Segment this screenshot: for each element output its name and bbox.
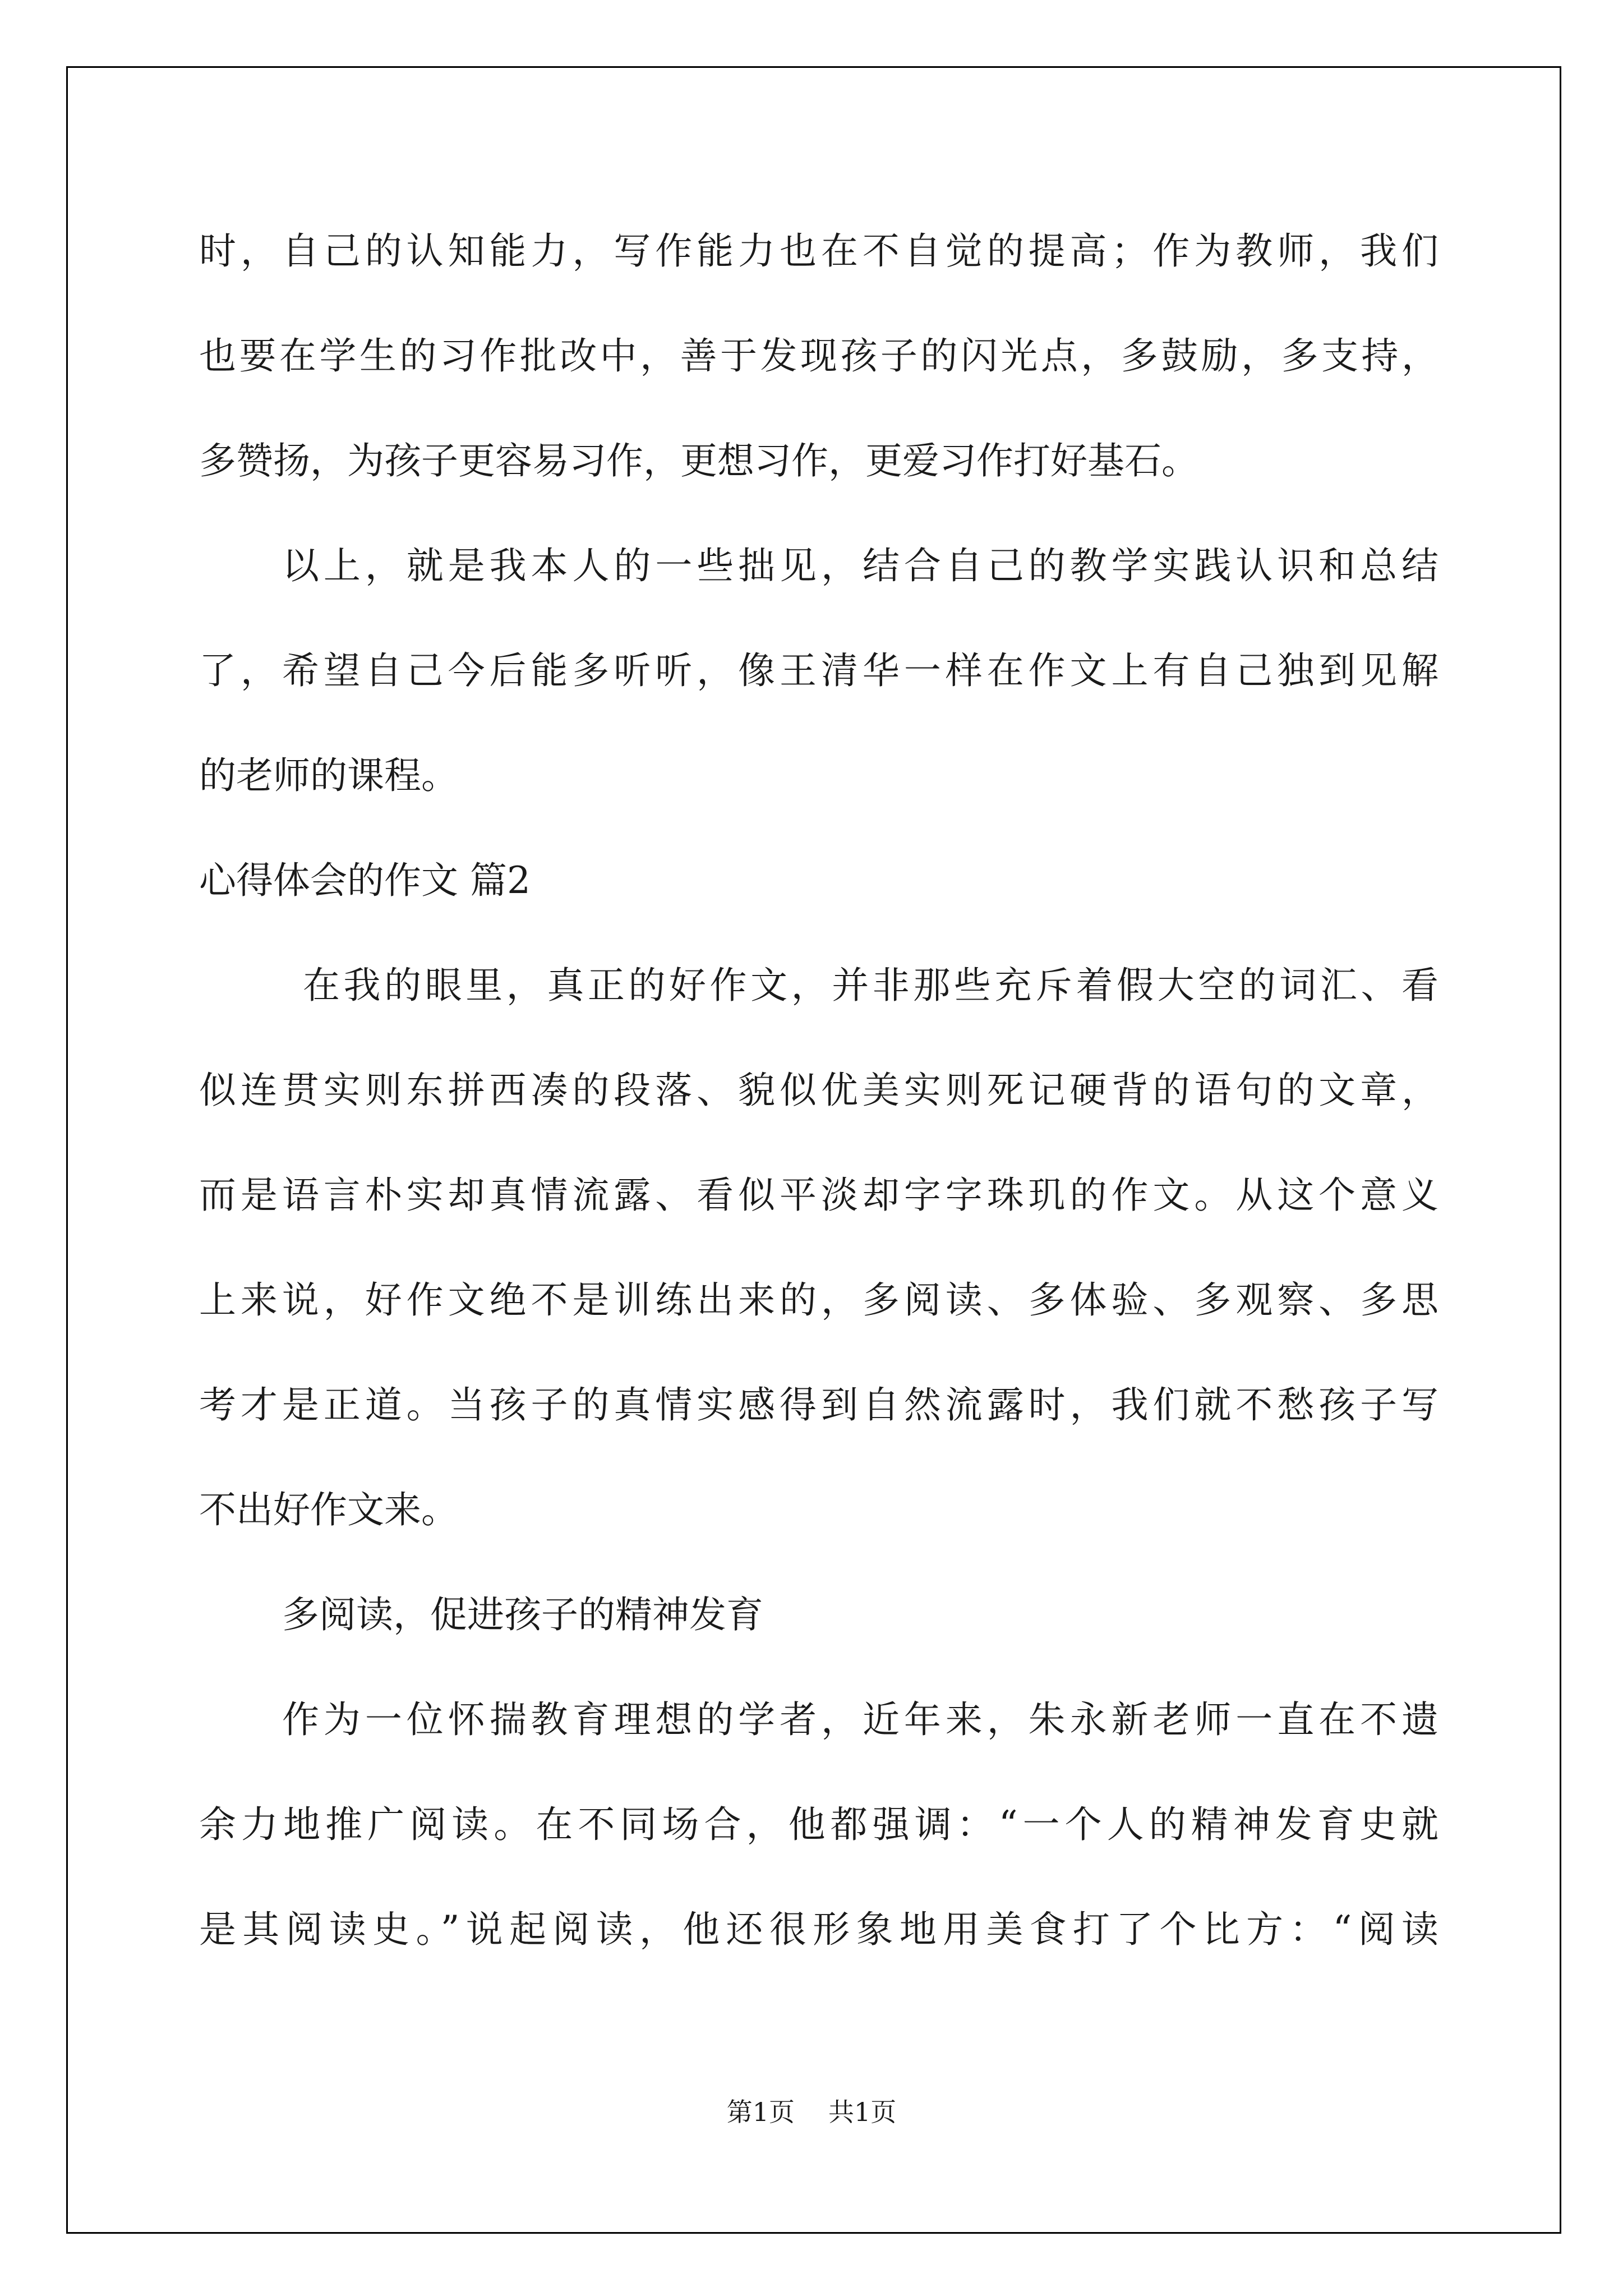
text-line: 在我的眼里，真正的好作文，并非那些充斥着假大空的词汇、看: [303, 964, 1438, 1007]
page-number: 第1页: [726, 2097, 795, 2127]
page-total: 共1页: [828, 2097, 897, 2127]
text-line: 考才是正道。当孩子的真情实感得到自然流露时，我们就不愁孩子写: [199, 1383, 1438, 1427]
text-line: 不出好作文来。: [199, 1488, 458, 1531]
text-line: 也要在学生的习作批改中，善于发现孩子的闪光点，多鼓励，多支持，: [199, 334, 1438, 378]
text-line: 上来说，好作文绝不是训练出来的，多阅读、多体验、多观察、多思: [199, 1278, 1438, 1322]
text-line: 作为一位怀揣教育理想的学者，近年来，朱永新老师一直在不遗: [282, 1698, 1438, 1741]
text-line: 以上，就是我本人的一些拙见，结合自己的教学实践认识和总结: [282, 544, 1438, 587]
text-line: 了，希望自己今后能多听听，像王清华一样在作文上有自己独到见解: [199, 649, 1438, 692]
section-heading: 心得体会的作文 篇2: [199, 859, 531, 902]
text-line: 时，自己的认知能力，写作能力也在不自觉的提高；作为教师，我们: [199, 229, 1438, 273]
text-line: 似连贯实则东拼西凑的段落、貌似优美实则死记硬背的语句的文章，: [199, 1069, 1438, 1112]
text-line: 多赞扬，为孩子更容易习作，更想习作，更爱习作打好基石。: [199, 439, 1198, 482]
page-footer: [0, 2095, 1623, 2129]
text-line: 而是语言朴实却真情流露、看似平淡却字字珠玑的作文。从这个意义: [199, 1174, 1438, 1217]
subheading: 多阅读，促进孩子的精神发育: [282, 1593, 763, 1636]
text-line: 的老师的课程。: [199, 754, 458, 797]
text-line: 余力地推广阅读。在不同场合，他都强调：“一个人的精神发育史就: [199, 1803, 1438, 1846]
text-line: 是其阅读史。”说起阅读，他还很形象地用美食打了个比方：“阅读: [199, 1908, 1438, 1951]
